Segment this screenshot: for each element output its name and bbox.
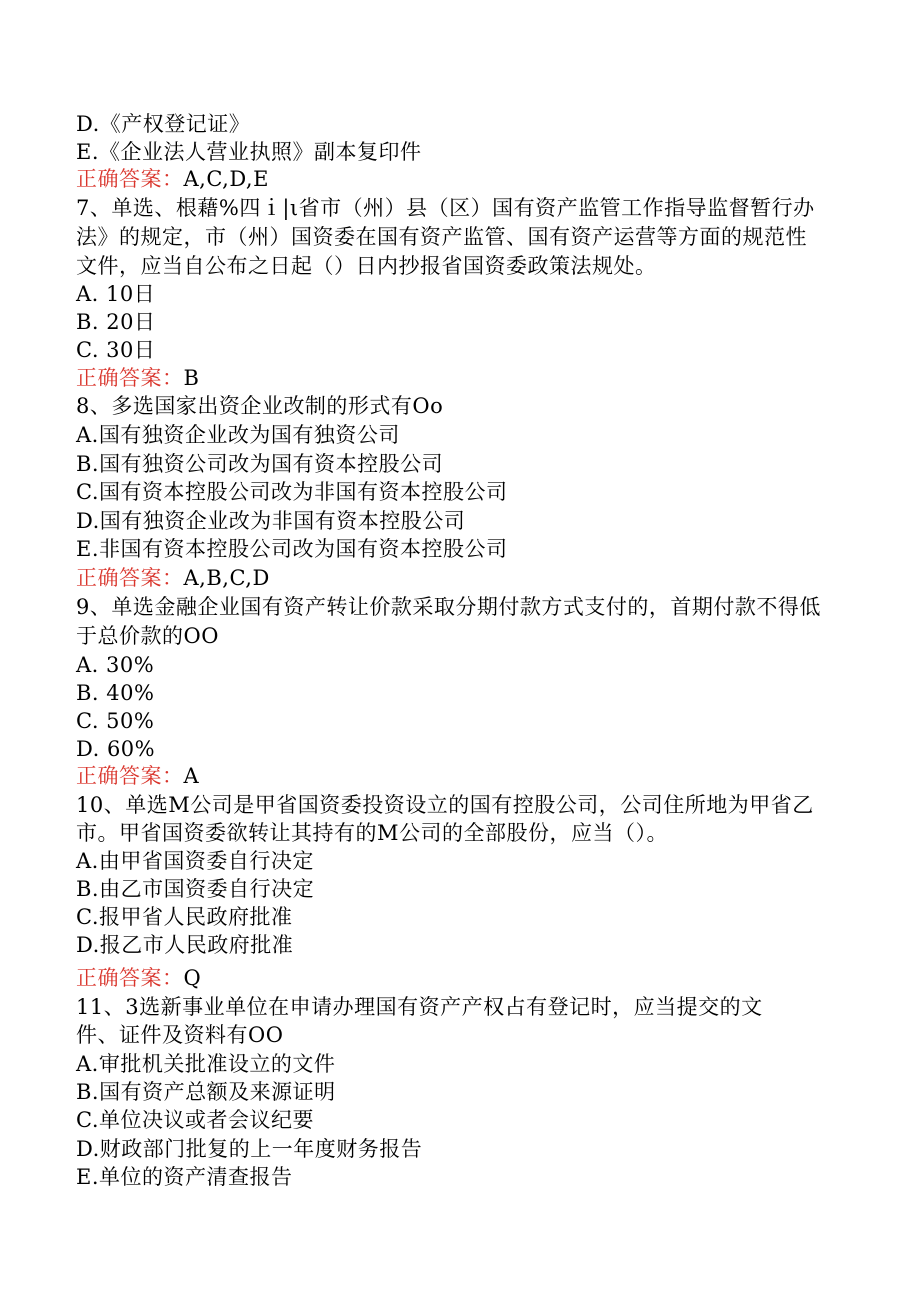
q8-answer [76,564,270,592]
q6-option-e: E.《企业法人营业执照》副本复印件 [76,140,422,164]
q11-stem-line-2: 件、证件及资料有OO [76,1023,284,1047]
q9-stem-line-1: 9、单选金融企业国有资产转让价款采取分期付款方式支付的，首期付款不得低 [76,595,821,619]
q10-option-a: A.由甲省国资委自行决定 [76,849,314,873]
q9-option-b: B. 40% [76,681,155,705]
q9-option-a: A. 30% [76,653,155,677]
q11-option-c: C.单位决议或者会议纪要 [76,1108,314,1132]
q9-option-c: C. 50% [76,709,155,733]
answer-label: 正确答案： [76,167,184,191]
answer-value: Q [183,966,202,990]
answer-label: 正确答案： [76,966,184,990]
q11-option-e: E.单位的资产清查报告 [76,1165,293,1189]
q7-option-a: A. 10日 [76,282,156,306]
answer-value: A,C,D,E [183,167,269,191]
q7-option-c: C. 30日 [76,338,156,362]
q11-stem-line-1: 11、3选新事业单位在申请办理国有资产产权占有登记时，应当提交的文 [76,995,763,1019]
q7-option-b: B. 20日 [76,310,156,334]
answer-value: A,B,C,D [183,566,270,590]
q7-stem-line-1: 7、单选、根藉%四ｉ|ι省市（州）县（区）国有资产监管工作指导监督暂行办 [76,196,815,220]
q10-answer [76,964,201,992]
q9-option-d: D. 60% [76,737,156,761]
answer-label: 正确答案： [76,366,184,390]
q7-answer [76,364,199,392]
q10-stem-line-1: 10、单选M公司是甲省国资委投资设立的国有控股公司，公司住所地为甲省乙 [76,793,814,817]
q10-stem-line-2: 市。甲省国资委欲转让其持有的M公司的全部股份，应当（）。 [76,821,668,845]
q8-option-d: D.国有独资企业改为非国有资本控股公司 [76,509,466,533]
q11-option-b: B.国有资产总额及来源证明 [76,1080,336,1104]
answer-value: A [183,764,200,788]
q8-stem-line-1: 8、多选国家出资企业改制的形式有Oo [76,394,444,418]
q10-option-d: D.报乙市人民政府批准 [76,933,294,957]
answer-value: B [183,366,200,390]
q6-option-d: D.《产权登记证》 [76,112,251,136]
q8-option-c: C.国有资本控股公司改为非国有资本控股公司 [76,480,508,504]
q8-option-b: B.国有独资公司改为国有资本控股公司 [76,452,444,476]
answer-label: 正确答案： [76,566,184,590]
q8-option-a: A.国有独资企业改为国有独资公司 [76,423,400,447]
q11-option-a: A.审批机关批准设立的文件 [76,1052,336,1076]
q9-stem-line-2: 于总价款的OO [76,624,219,648]
q11-option-d: D.财政部门批复的上一年度财务报告 [76,1137,423,1161]
q7-stem-line-2: 法》的规定，市（州）国资委在国有资产监管、国有资产运营等方面的规范性 [76,225,807,249]
q9-answer [76,762,199,790]
q10-option-b: B.由乙市国资委自行决定 [76,877,315,901]
q6-answer [76,165,269,193]
answer-label: 正确答案： [76,764,184,788]
q7-stem-line-3: 文件，应当自公布之日起（）日内抄报省国资委政策法规处。 [76,254,657,278]
q8-option-e: E.非国有资本控股公司改为国有资本控股公司 [76,537,508,561]
q10-option-c: C.报甲省人民政府批准 [76,905,293,929]
